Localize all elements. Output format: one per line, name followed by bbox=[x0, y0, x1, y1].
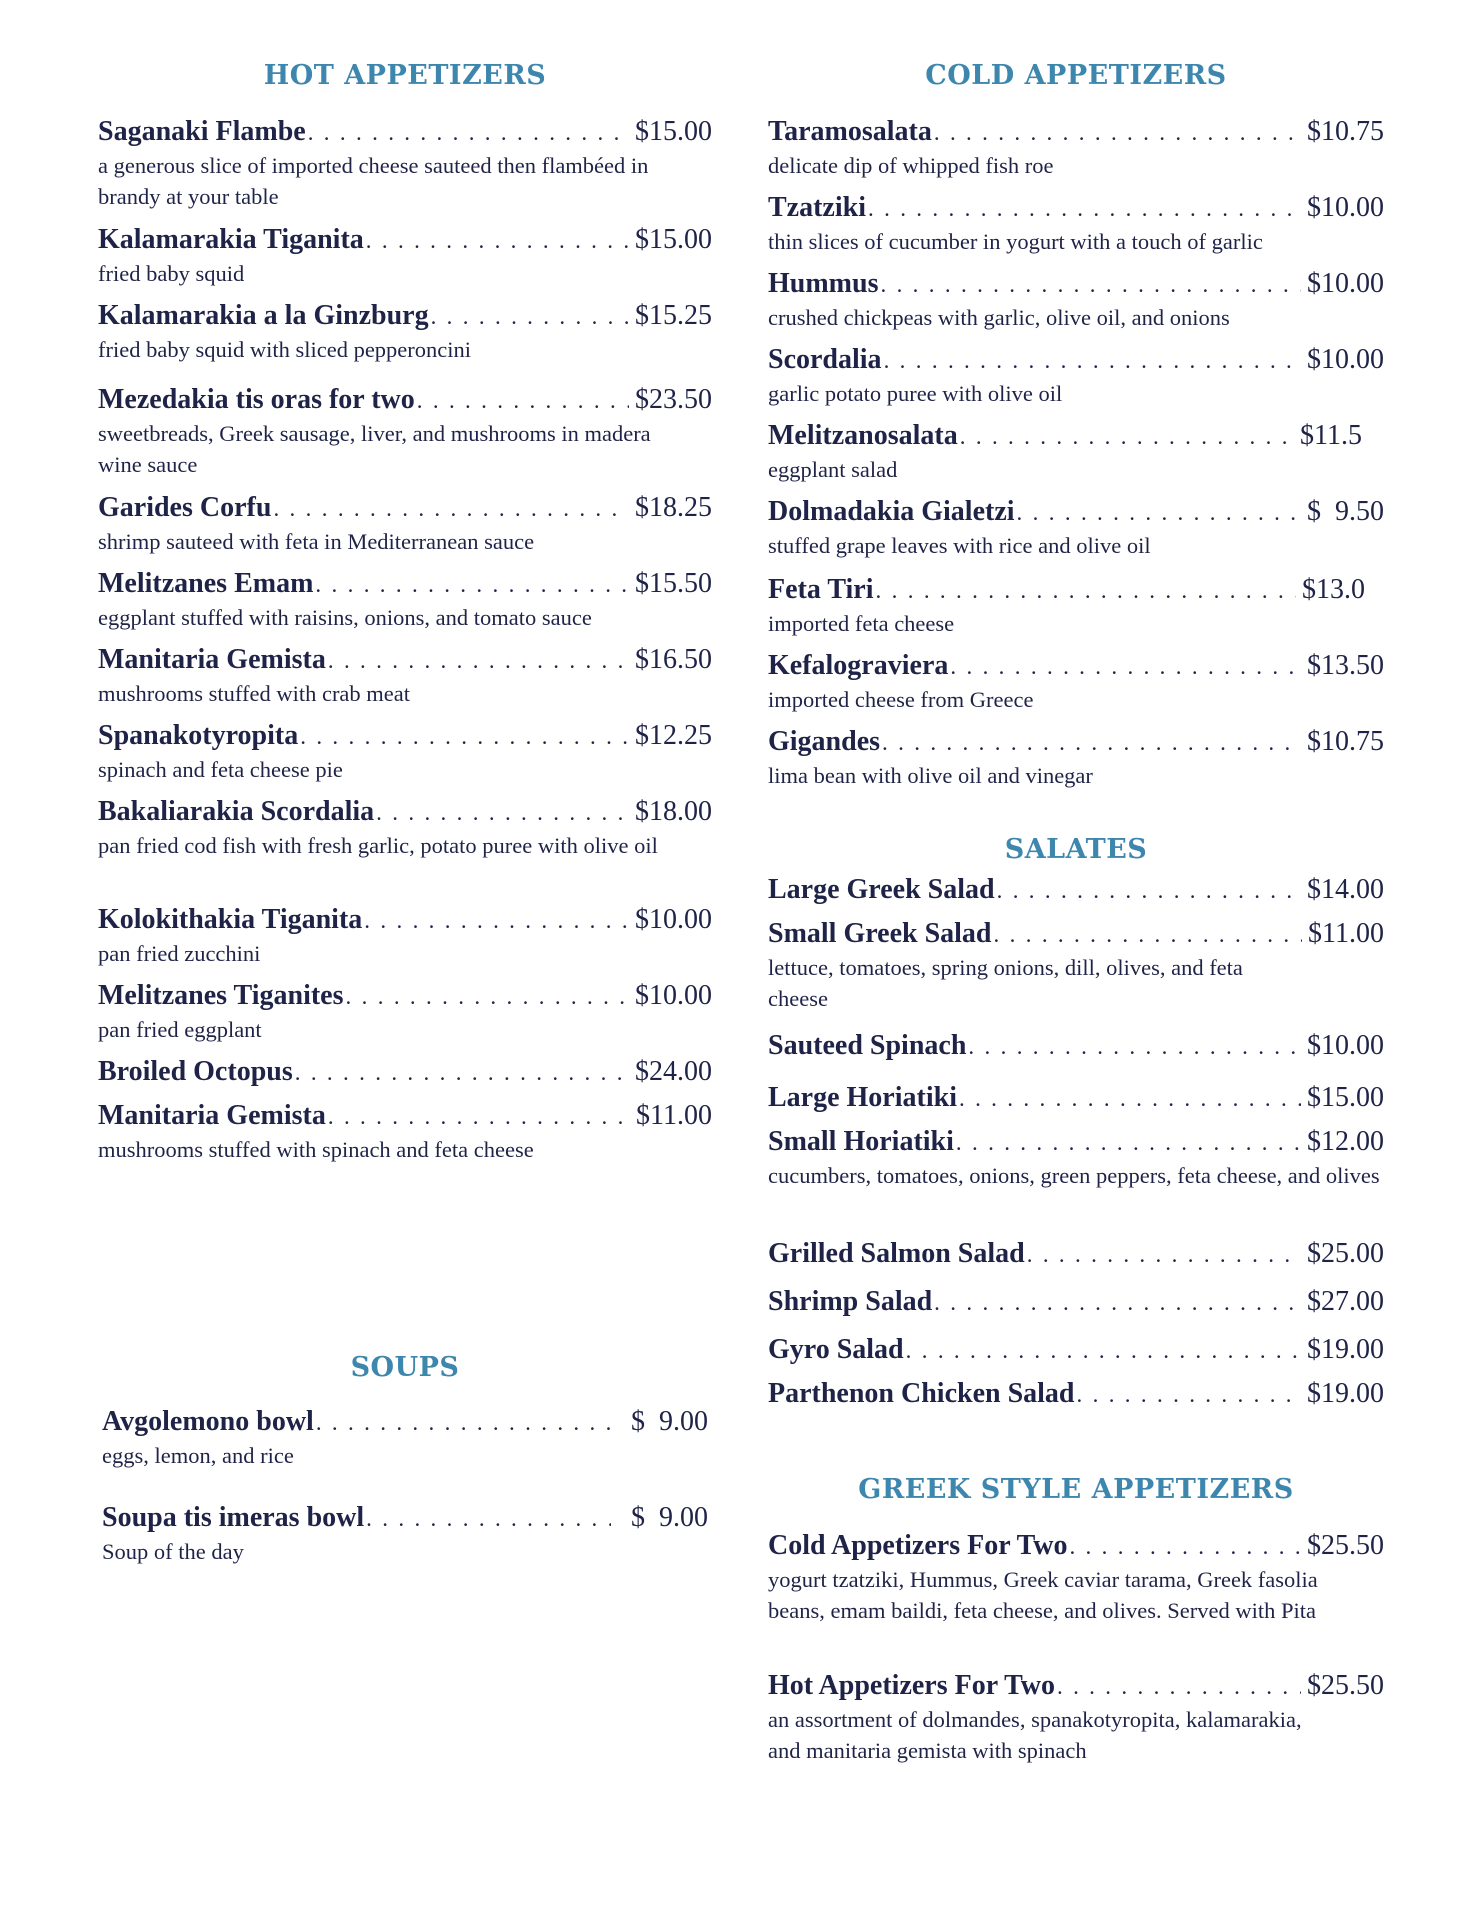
item-name: Manitaria Gemista bbox=[98, 644, 326, 675]
menu-item bbox=[768, 574, 1384, 639]
menu-item bbox=[98, 116, 712, 212]
section-heading-hot-appetizers: HOT APPETIZERS bbox=[263, 60, 547, 91]
item-description: lettuce, tomatoes, spring onions, dill, olives, and feta cheese bbox=[768, 955, 1243, 1011]
item-price: $15.50 bbox=[635, 568, 712, 599]
dot-leader bbox=[906, 1338, 1301, 1364]
item-description: eggs, lemon, and rice bbox=[102, 1443, 294, 1468]
item-description: thin slices of cucumber in yogurt with a touch of garlic bbox=[768, 229, 1263, 254]
menu-item bbox=[102, 1406, 708, 1471]
menu-item bbox=[768, 1286, 1384, 1318]
item-price: $15.00 bbox=[635, 116, 712, 147]
item-price: $13.0 bbox=[1302, 574, 1365, 605]
item-name: Soupa tis imeras bowl bbox=[102, 1502, 365, 1533]
item-name: Cold Appetizers For Two bbox=[768, 1530, 1068, 1561]
item-price: $10.00 bbox=[1307, 268, 1384, 299]
dot-leader bbox=[366, 1506, 611, 1532]
section-heading-cold-appetizers: COLD APPETIZERS bbox=[925, 60, 1227, 91]
item-price: $15.00 bbox=[635, 224, 712, 255]
dot-leader bbox=[884, 348, 1301, 374]
item-description: stuffed grape leaves with rice and olive oil bbox=[768, 533, 1151, 558]
item-name: Small Greek Salad bbox=[768, 918, 992, 949]
menu-item bbox=[768, 1238, 1384, 1270]
dot-leader bbox=[934, 1290, 1301, 1316]
item-name: Kefalograviera bbox=[768, 650, 949, 681]
item-name: Large Horiatiki bbox=[768, 1082, 957, 1113]
menu-item bbox=[768, 918, 1384, 1014]
dot-leader bbox=[366, 228, 629, 254]
item-description: imported feta cheese bbox=[768, 611, 955, 636]
item-name: Manitaria Gemista bbox=[98, 1100, 326, 1131]
item-price: $10.00 bbox=[1307, 344, 1384, 375]
section-heading-salates: SALATES bbox=[1004, 834, 1148, 865]
item-name: Grilled Salmon Salad bbox=[768, 1238, 1025, 1269]
item-description: spinach and feta cheese pie bbox=[98, 757, 343, 782]
menu-item bbox=[768, 420, 1384, 485]
dot-leader bbox=[431, 304, 629, 330]
item-price: $11.00 bbox=[1308, 918, 1384, 949]
item-price: $10.00 bbox=[1307, 192, 1384, 223]
item-description: lima bean with olive oil and vinegar bbox=[768, 763, 1093, 788]
soups-section bbox=[98, 1352, 712, 1383]
item-description: delicate dip of whipped fish roe bbox=[768, 153, 1054, 178]
item-name: Melitzanes Tiganites bbox=[98, 980, 344, 1011]
item-description: fried baby squid bbox=[98, 261, 245, 286]
item-description: eggplant salad bbox=[768, 457, 898, 482]
item-name: Shrimp Salad bbox=[768, 1286, 933, 1317]
item-price: $19.00 bbox=[1307, 1334, 1384, 1365]
item-price: $23.50 bbox=[635, 384, 712, 415]
item-description: shrimp sauteed with feta in Mediterranean sauce bbox=[98, 529, 535, 554]
item-name: Kolokithakia Tiganita bbox=[98, 904, 363, 935]
menu-item bbox=[768, 1082, 1384, 1114]
menu-item bbox=[98, 904, 712, 969]
dot-leader bbox=[876, 578, 1296, 604]
dot-leader bbox=[882, 730, 1301, 756]
item-price: $12.25 bbox=[635, 720, 712, 751]
dot-leader bbox=[956, 1130, 1301, 1156]
item-description: sweetbreads, Greek sausage, liver, and mushrooms in madera wine sauce bbox=[98, 421, 651, 477]
item-price: $ 9.50 bbox=[1307, 496, 1384, 527]
item-price: $10.00 bbox=[635, 904, 712, 935]
item-name: Avgolemono bowl bbox=[102, 1406, 314, 1437]
item-description: pan fried zucchini bbox=[98, 941, 261, 966]
item-description: an assortment of dolmandes, spanakotyropita, kalamarakia, and manitaria gemista with spinach bbox=[768, 1707, 1302, 1763]
dot-leader bbox=[273, 496, 629, 522]
dot-leader bbox=[1077, 1382, 1302, 1408]
item-price: $24.00 bbox=[635, 1056, 712, 1087]
item-name: Hot Appetizers For Two bbox=[768, 1670, 1055, 1701]
item-description: pan fried eggplant bbox=[98, 1017, 262, 1042]
dot-leader bbox=[346, 984, 629, 1010]
item-description: a generous slice of imported cheese sauteed then flambéed in brandy at your table bbox=[98, 153, 649, 209]
menu-item bbox=[98, 224, 712, 289]
item-price: $15.25 bbox=[635, 300, 712, 331]
item-price: $10.75 bbox=[1307, 116, 1384, 147]
menu-item bbox=[102, 1502, 708, 1567]
menu-item bbox=[768, 344, 1384, 409]
menu-item bbox=[768, 874, 1384, 906]
item-name: Parthenon Chicken Salad bbox=[768, 1378, 1075, 1409]
item-price: $13.50 bbox=[1307, 650, 1384, 681]
dot-leader bbox=[308, 120, 629, 146]
menu-item bbox=[98, 796, 712, 861]
cold-appetizers-section bbox=[768, 60, 1384, 91]
dot-leader bbox=[295, 1060, 629, 1086]
item-description: Soup of the day bbox=[102, 1539, 244, 1564]
item-price: $ 9.00 bbox=[631, 1502, 708, 1533]
menu-item bbox=[98, 568, 712, 633]
item-description: pan fried cod fish with fresh garlic, potato puree with olive oil bbox=[98, 833, 658, 858]
menu-item bbox=[768, 650, 1384, 715]
item-name: Small Horiatiki bbox=[768, 1126, 954, 1157]
item-price: $11.00 bbox=[636, 1100, 712, 1131]
dot-leader bbox=[364, 908, 629, 934]
item-name: Dolmadakia Gialetzi bbox=[768, 496, 1015, 527]
item-name: Kalamarakia a la Ginzburg bbox=[98, 300, 429, 331]
dot-leader bbox=[300, 724, 629, 750]
item-name: Taramosalata bbox=[768, 116, 932, 147]
item-price: $14.00 bbox=[1307, 874, 1384, 905]
menu-item bbox=[768, 1670, 1384, 1766]
dot-leader bbox=[959, 1086, 1301, 1112]
item-name: Large Greek Salad bbox=[768, 874, 995, 905]
item-price: $11.5 bbox=[1300, 420, 1362, 451]
item-name: Garides Corfu bbox=[98, 492, 272, 523]
item-price: $10.00 bbox=[635, 980, 712, 1011]
dot-leader bbox=[315, 572, 629, 598]
item-name: Bakaliarakia Scordalia bbox=[98, 796, 375, 827]
dot-leader bbox=[328, 648, 629, 674]
dot-leader bbox=[880, 272, 1301, 298]
dot-leader bbox=[1017, 500, 1301, 526]
item-name: Broiled Octopus bbox=[98, 1056, 293, 1087]
item-price: $15.00 bbox=[1307, 1082, 1384, 1113]
dot-leader bbox=[1027, 1242, 1301, 1268]
dot-leader bbox=[968, 1034, 1301, 1060]
item-name: Scordalia bbox=[768, 344, 882, 375]
menu-item bbox=[98, 1056, 712, 1088]
menu-item bbox=[768, 268, 1384, 333]
dot-leader bbox=[960, 424, 1294, 450]
menu-item bbox=[768, 496, 1384, 561]
item-name: Melitzanosalata bbox=[768, 420, 958, 451]
menu-item bbox=[768, 1030, 1384, 1062]
dot-leader bbox=[868, 196, 1301, 222]
dot-leader bbox=[1057, 1674, 1301, 1700]
item-name: Kalamarakia Tiganita bbox=[98, 224, 364, 255]
menu-item bbox=[768, 192, 1384, 257]
item-description: cucumbers, tomatoes, onions, green peppers, feta cheese, and olives bbox=[768, 1163, 1380, 1188]
dot-leader bbox=[950, 654, 1305, 680]
item-description: garlic potato puree with olive oil bbox=[768, 381, 1063, 406]
item-name: Spanakotyropita bbox=[98, 720, 299, 751]
menu-item bbox=[768, 116, 1384, 181]
item-price: $27.00 bbox=[1307, 1286, 1384, 1317]
item-name: Sauteed Spinach bbox=[768, 1030, 967, 1061]
menu-item bbox=[98, 644, 712, 709]
section-heading-greek-style: GREEK STYLE APPETIZERS bbox=[858, 1474, 1294, 1505]
menu-item bbox=[768, 1334, 1384, 1366]
menu-item bbox=[98, 492, 712, 557]
dot-leader bbox=[376, 800, 629, 826]
item-description: fried baby squid with sliced pepperoncini bbox=[98, 337, 472, 362]
item-description: yogurt tzatziki, Hummus, Greek caviar tarama, Greek fasolia beans, emam baildi, feta cheese, and olives. Served with Pita bbox=[768, 1567, 1318, 1623]
item-name: Saganaki Flambe bbox=[98, 116, 306, 147]
item-name: Hummus bbox=[768, 268, 879, 299]
item-price: $19.00 bbox=[1307, 1378, 1384, 1409]
menu-item bbox=[768, 1126, 1384, 1191]
dot-leader bbox=[997, 878, 1301, 904]
item-price: $16.50 bbox=[635, 644, 712, 675]
item-price: $10.75 bbox=[1307, 726, 1384, 757]
item-description: imported cheese from Greece bbox=[768, 687, 1034, 712]
item-name: Gyro Salad bbox=[768, 1334, 904, 1365]
hot-appetizers-section bbox=[98, 60, 712, 91]
item-price: $25.00 bbox=[1307, 1238, 1384, 1269]
section-heading-soups: SOUPS bbox=[350, 1352, 460, 1383]
item-price: $25.50 bbox=[1307, 1530, 1384, 1561]
item-name: Feta Tiri bbox=[768, 574, 874, 605]
item-name: Mezedakia tis oras for two bbox=[98, 384, 415, 415]
dot-leader bbox=[328, 1104, 630, 1130]
menu-item bbox=[98, 1100, 712, 1165]
item-price: $ 9.00 bbox=[631, 1406, 708, 1437]
menu-item bbox=[98, 384, 712, 480]
dot-leader bbox=[417, 388, 629, 414]
salates-section bbox=[768, 834, 1384, 865]
item-description: mushrooms stuffed with spinach and feta cheese bbox=[98, 1137, 534, 1162]
menu-item bbox=[98, 720, 712, 785]
dot-leader bbox=[934, 120, 1301, 146]
dot-leader bbox=[1069, 1534, 1301, 1560]
item-description: eggplant stuffed with raisins, onions, and tomato sauce bbox=[98, 605, 592, 630]
item-description: crushed chickpeas with garlic, olive oil, and onions bbox=[768, 305, 1230, 330]
menu-item bbox=[768, 1378, 1384, 1410]
item-name: Gigandes bbox=[768, 726, 881, 757]
menu-item bbox=[768, 1530, 1384, 1626]
dot-leader bbox=[316, 1410, 611, 1436]
menu-item bbox=[98, 300, 712, 365]
item-price: $25.50 bbox=[1307, 1670, 1384, 1701]
menu-item bbox=[768, 726, 1384, 791]
menu-item bbox=[98, 980, 712, 1045]
item-name: Tzatziki bbox=[768, 192, 866, 223]
item-name: Melitzanes Emam bbox=[98, 568, 314, 599]
dot-leader bbox=[994, 922, 1303, 948]
item-price: $18.25 bbox=[635, 492, 712, 523]
greek-style-section bbox=[768, 1474, 1384, 1505]
item-price: $12.00 bbox=[1307, 1126, 1384, 1157]
item-description: mushrooms stuffed with crab meat bbox=[98, 681, 411, 706]
item-price: $18.00 bbox=[635, 796, 712, 827]
item-price: $10.00 bbox=[1307, 1030, 1384, 1061]
